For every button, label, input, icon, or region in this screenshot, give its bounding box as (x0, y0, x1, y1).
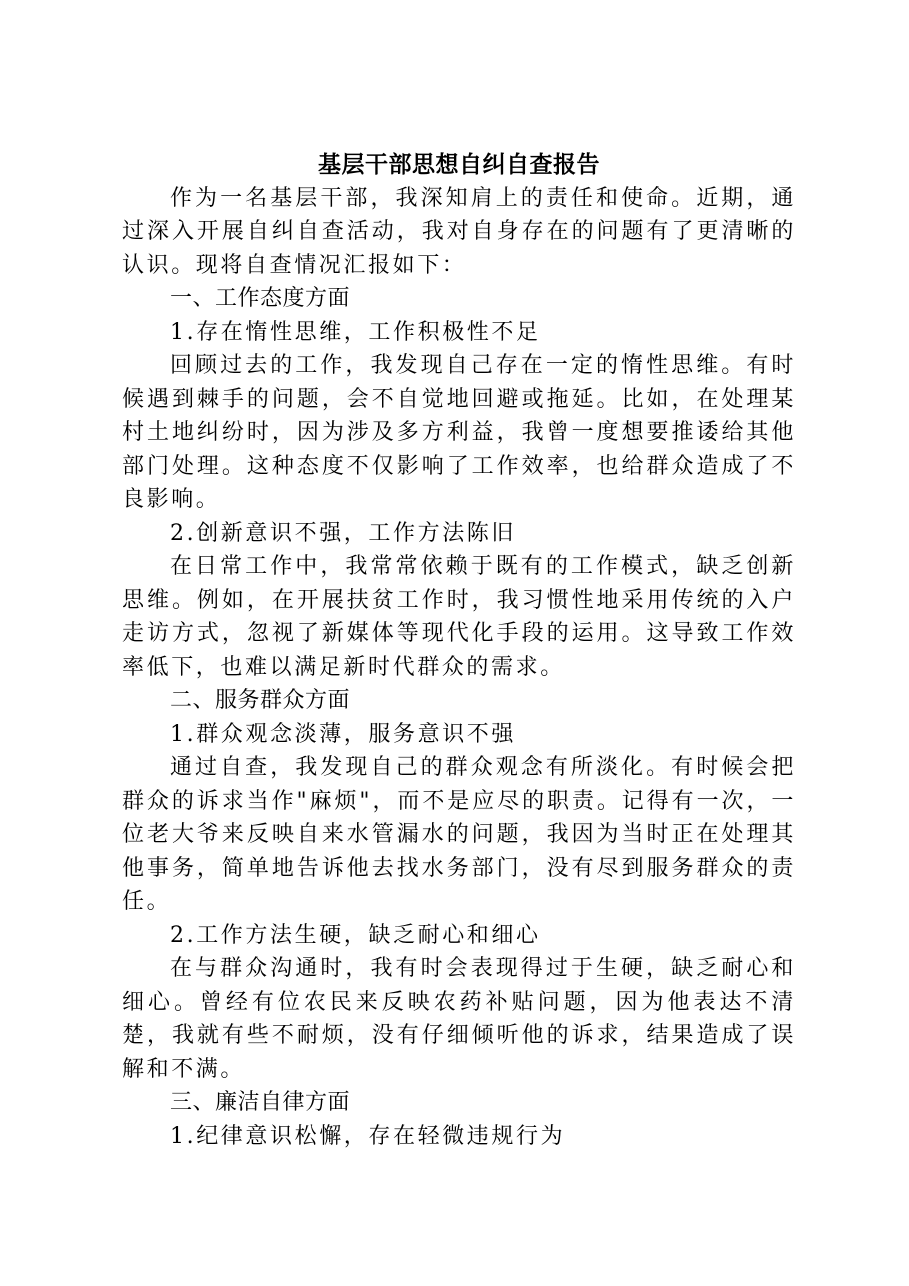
document-title: 基层干部思想自纠自查报告 (318, 151, 600, 178)
intro-paragraph: 作为一名基层干部，我深知肩上的责任和使命。近期，通过深入开展自纠自查活动，我对自身存在的问题有了更清晰的认识。现将自查情况汇报如下： (122, 185, 796, 278)
paragraph-mass-concept: 通过自查，我发现自己的群众观念有所淡化。有时候会把群众的诉求当作"麻烦"，而不是应尽的职责。记得有一次，一位老大爷来反映自来水管漏水的问题，我因为当时正在处理其他事务，简单地告诉他去找水务部门，没有尽到服务群众的责任。 (122, 755, 796, 914)
subheading-innovation: 2.创新意识不强，工作方法陈旧 (170, 520, 516, 546)
document-body (122, 148, 796, 1153)
subheading-discipline: 1.纪律意识松懈，存在轻微违规行为 (170, 1123, 566, 1149)
section-heading-integrity: 三、廉洁自律方面 (170, 1090, 351, 1115)
section-heading-serving-masses: 二、服务群众方面 (170, 688, 351, 713)
subheading-mass-concept: 1.群众观念淡薄，服务意识不强 (170, 721, 516, 747)
paragraph-lazy-thinking: 回顾过去的工作，我发现自己存在一定的惰性思维。有时候遇到棘手的问题，会不自觉地回避或拖延。比如，在处理某村土地纠纷时，因为涉及多方利益，我曾一度想要推诿给其他部门处理。这种态度不仅影响了工作效率，也给群众造成了不良影响。 (122, 353, 796, 512)
subheading-lazy-thinking: 1.存在惰性思维，工作积极性不足 (170, 319, 541, 345)
section-heading-work-attitude: 一、工作态度方面 (170, 286, 351, 311)
paragraph-innovation: 在日常工作中，我常常依赖于既有的工作模式，缺乏创新思维。例如，在开展扶贫工作时，我习惯性地采用传统的入户走访方式，忽视了新媒体等现代化手段的运用。这导致工作效率低下，也难以满足新时代群众的需求。 (122, 554, 796, 680)
subheading-work-method: 2.工作方法生硬，缺乏耐心和细心 (170, 922, 541, 948)
paragraph-work-method: 在与群众沟通时，我有时会表现得过于生硬，缺乏耐心和细心。曾经有位农民来反映农药补贴问题，因为他表达不清楚，我就有些不耐烦，没有仔细倾听他的诉求，结果造成了误解和不满。 (122, 956, 796, 1082)
